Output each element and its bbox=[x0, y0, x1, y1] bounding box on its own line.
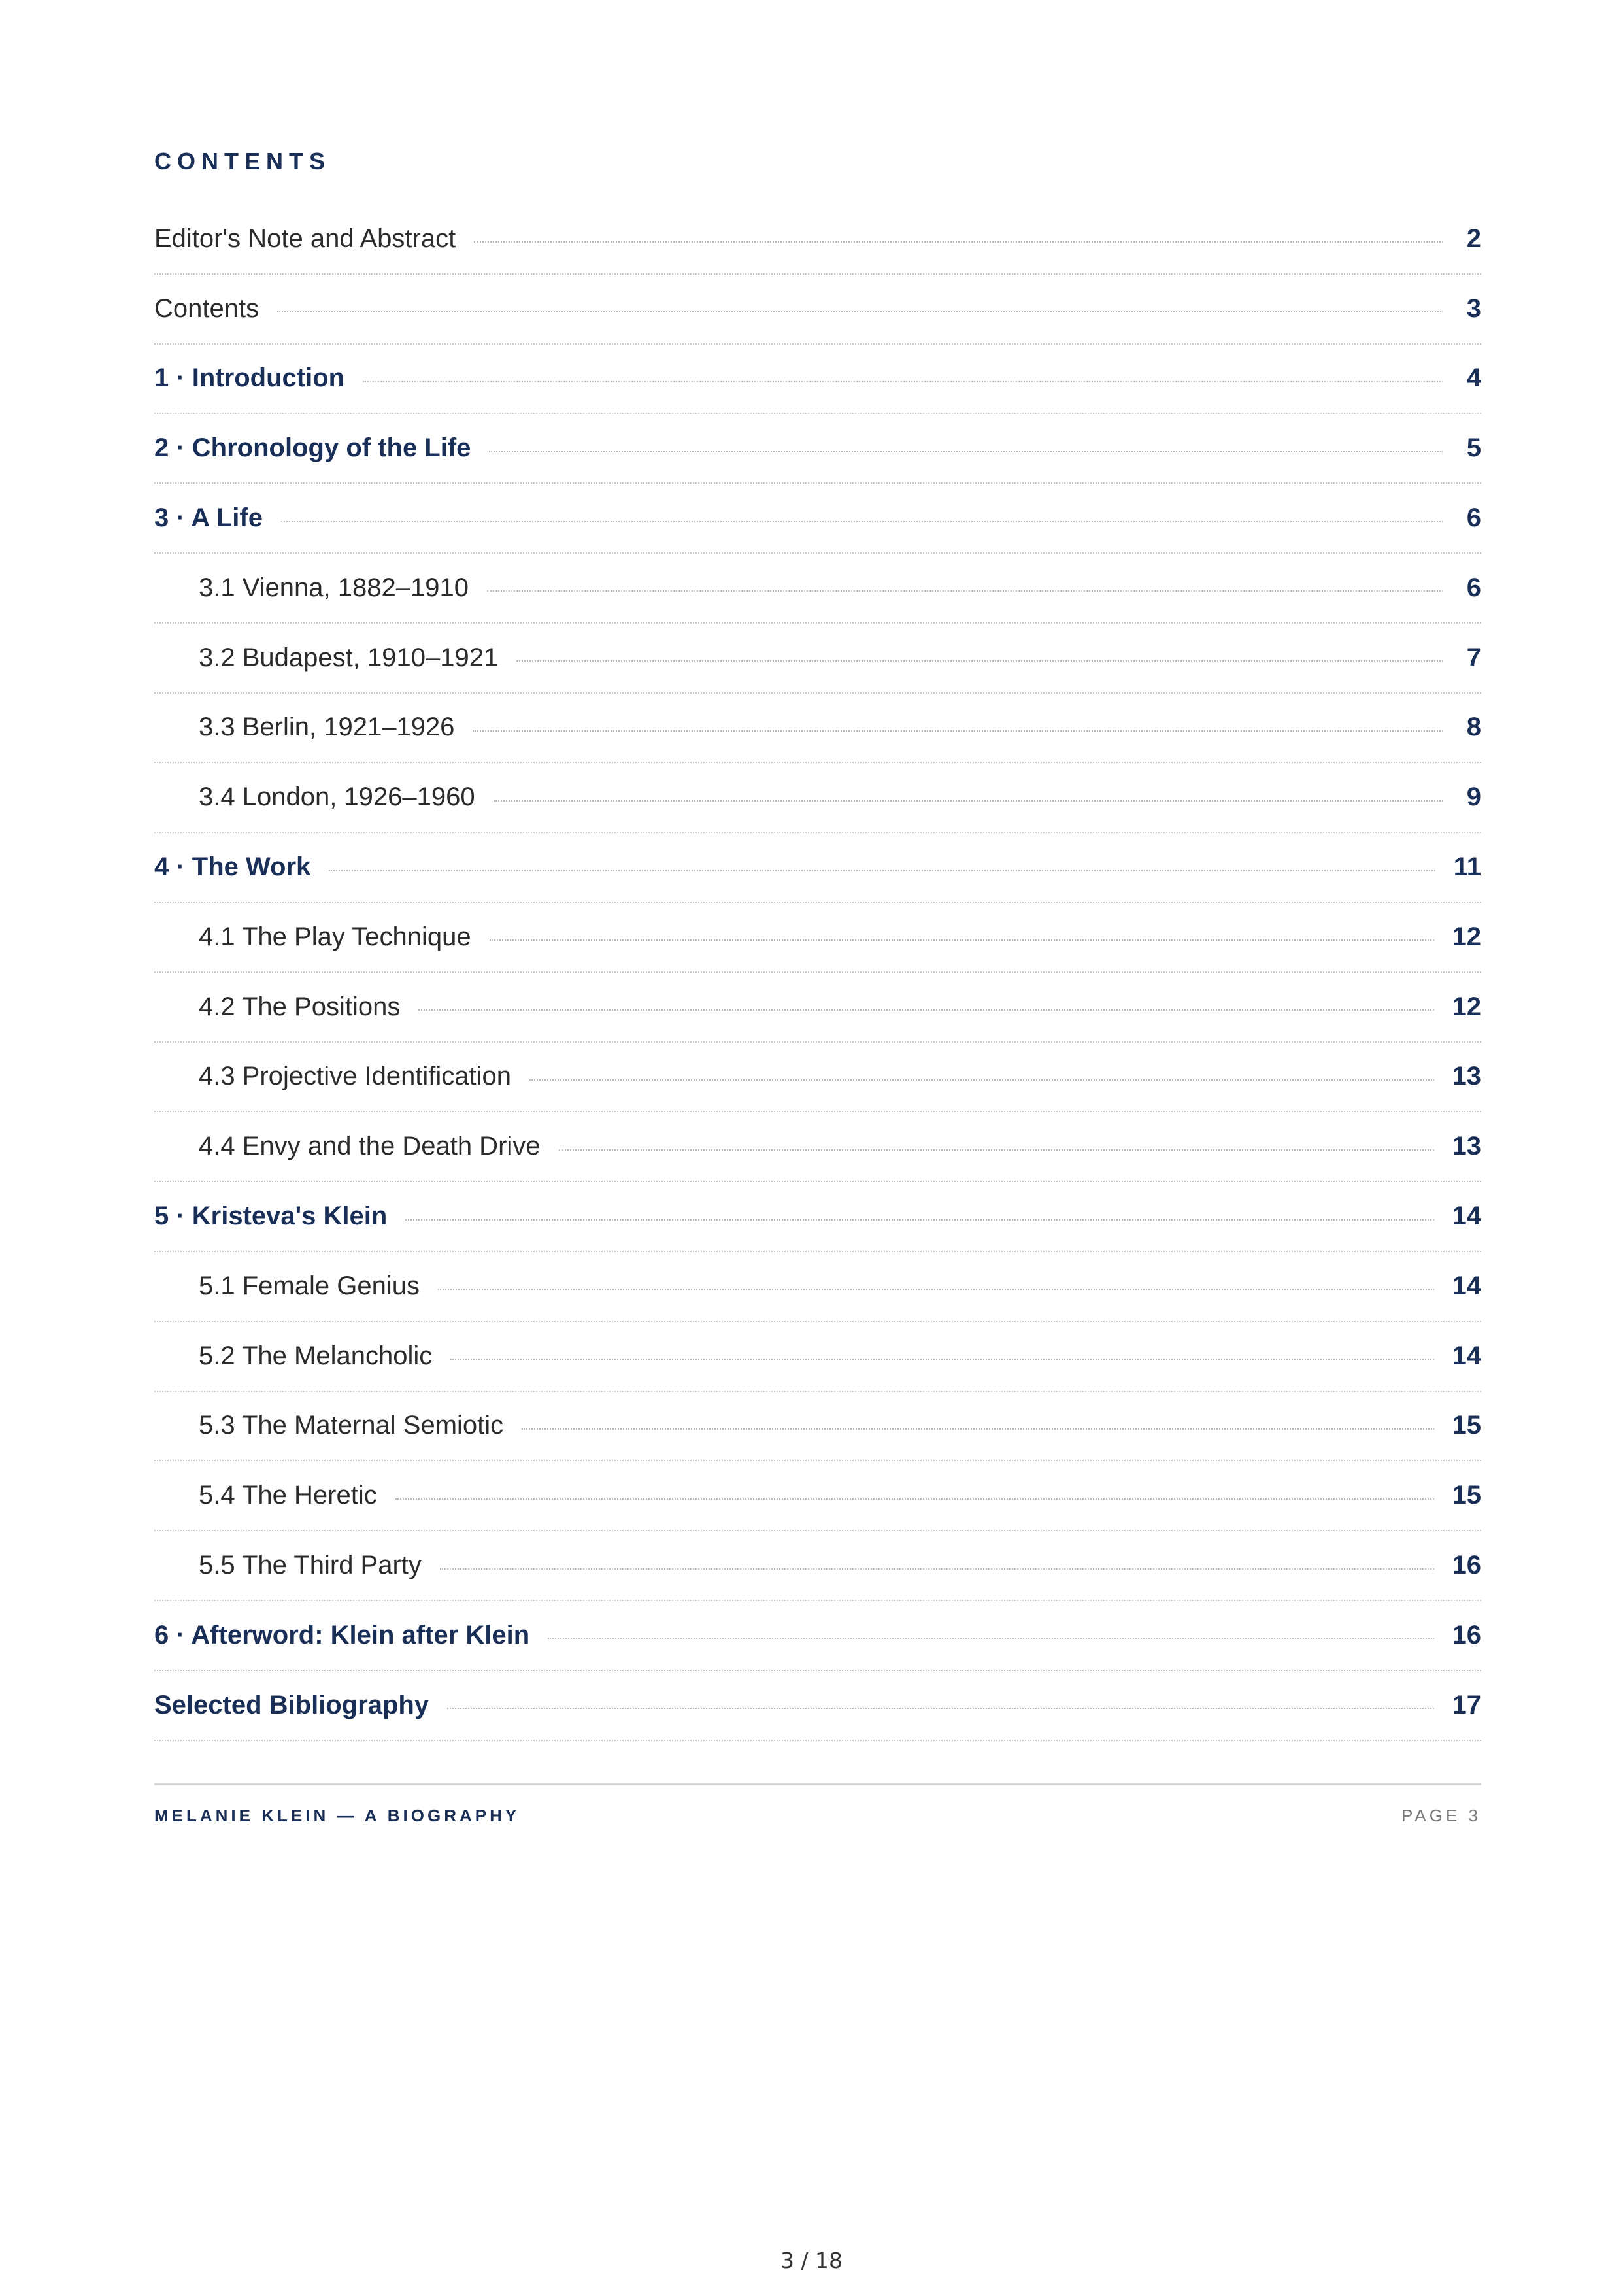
toc-entry-title: 5.3 The Maternal Semiotic bbox=[199, 1411, 504, 1440]
toc-entry-page-number: 14 bbox=[1452, 1271, 1481, 1300]
toc-entry-title: Editor's Note and Abstract bbox=[154, 224, 456, 253]
toc-entry-title: 3.2 Budapest, 1910–1921 bbox=[199, 643, 499, 672]
toc-entry-title: Contents bbox=[154, 294, 259, 323]
toc-entry-title: 5.4 The Heretic bbox=[199, 1481, 377, 1510]
toc-entry-title: 3.3 Berlin, 1921–1926 bbox=[199, 713, 455, 742]
dot-leader bbox=[474, 241, 1443, 243]
toc-entry[interactable] bbox=[154, 275, 1481, 345]
toc-entry-page-number: 16 bbox=[1452, 1620, 1481, 1649]
toc-entry-page-number: 17 bbox=[1452, 1690, 1481, 1719]
running-footer-title: MELANIE KLEIN — A BIOGRAPHY bbox=[154, 1806, 520, 1825]
toc-entry[interactable] bbox=[154, 973, 1481, 1043]
toc-entry[interactable] bbox=[154, 1252, 1481, 1322]
running-footer-page-number: PAGE 3 bbox=[1401, 1806, 1481, 1825]
toc-entry-page-number: 14 bbox=[1452, 1341, 1481, 1370]
toc-entry-title: 2 · Chronology of the Life bbox=[154, 433, 471, 463]
toc-entry-title: 5.1 Female Genius bbox=[199, 1271, 420, 1300]
toc-entry-page-number: 13 bbox=[1452, 1062, 1481, 1091]
toc-entry[interactable] bbox=[154, 833, 1481, 903]
dot-leader bbox=[559, 1149, 1434, 1151]
toc-entry-title: 5 · Kristeva's Klein bbox=[154, 1202, 388, 1231]
toc-entry[interactable] bbox=[154, 1392, 1481, 1462]
toc-entry-title: 4.4 Envy and the Death Drive bbox=[199, 1132, 541, 1161]
toc-entry[interactable] bbox=[154, 414, 1481, 484]
toc-entry-page-number: 3 bbox=[1466, 294, 1481, 323]
toc-entry-title: 3.4 London, 1926–1960 bbox=[199, 783, 475, 812]
toc-entry-page-number: 4 bbox=[1466, 363, 1481, 393]
dot-leader bbox=[522, 1428, 1433, 1430]
toc-entry[interactable] bbox=[154, 345, 1481, 414]
toc-entry-title: Selected Bibliography bbox=[154, 1690, 429, 1719]
toc-entry[interactable] bbox=[154, 205, 1481, 275]
dot-leader bbox=[440, 1568, 1434, 1570]
toc-entry-title: 5.5 The Third Party bbox=[199, 1551, 422, 1580]
toc-entry[interactable] bbox=[154, 1461, 1481, 1531]
toc-entry-title: 3 · A Life bbox=[154, 503, 263, 533]
dot-leader bbox=[529, 1079, 1433, 1081]
dot-leader bbox=[405, 1219, 1433, 1221]
toc-entry-page-number: 14 bbox=[1452, 1202, 1481, 1231]
toc-entry-title: 4 · The Work bbox=[154, 853, 311, 882]
dot-leader bbox=[548, 1638, 1433, 1639]
dot-leader bbox=[418, 1009, 1433, 1011]
toc-entry[interactable] bbox=[154, 1112, 1481, 1182]
viewer-page-indicator: 3 / 18 bbox=[780, 2248, 843, 2273]
toc-entry-page-number: 9 bbox=[1466, 783, 1481, 812]
dot-leader bbox=[489, 451, 1443, 452]
toc-entry-page-number: 6 bbox=[1466, 573, 1481, 602]
toc-entry-page-number: 15 bbox=[1452, 1411, 1481, 1440]
contents-heading: CONTENTS bbox=[154, 148, 331, 175]
toc-entry-title: 4.2 The Positions bbox=[199, 992, 401, 1021]
dot-leader bbox=[447, 1708, 1433, 1709]
toc-entry[interactable] bbox=[154, 624, 1481, 694]
dot-leader bbox=[494, 800, 1443, 802]
toc-entry-page-number: 12 bbox=[1452, 992, 1481, 1021]
dot-leader bbox=[438, 1289, 1434, 1290]
toc-entry[interactable] bbox=[154, 484, 1481, 554]
toc-entry[interactable] bbox=[154, 903, 1481, 973]
dot-leader bbox=[363, 381, 1443, 382]
toc-entry[interactable] bbox=[154, 1601, 1481, 1671]
toc-entry-title: 4.1 The Play Technique bbox=[199, 922, 471, 951]
footer-divider bbox=[154, 1783, 1481, 1785]
toc-entry-page-number: 6 bbox=[1466, 503, 1481, 533]
toc-entry-page-number: 16 bbox=[1452, 1551, 1481, 1580]
toc-entry-title: 5.2 The Melancholic bbox=[199, 1341, 433, 1370]
toc-entry[interactable] bbox=[154, 1671, 1481, 1741]
toc-entry[interactable] bbox=[154, 763, 1481, 833]
toc-entry-page-number: 2 bbox=[1466, 224, 1481, 253]
table-of-contents bbox=[154, 205, 1481, 1741]
dot-leader bbox=[395, 1498, 1434, 1500]
toc-entry[interactable] bbox=[154, 694, 1481, 764]
toc-entry-title: 6 · Afterword: Klein after Klein bbox=[154, 1620, 530, 1649]
toc-entry-title: 1 · Introduction bbox=[154, 363, 345, 393]
dot-leader bbox=[450, 1359, 1433, 1360]
toc-entry-title: 3.1 Vienna, 1882–1910 bbox=[199, 573, 469, 602]
toc-entry[interactable] bbox=[154, 1182, 1481, 1252]
toc-entry-page-number: 12 bbox=[1452, 922, 1481, 951]
toc-entry[interactable] bbox=[154, 554, 1481, 624]
dot-leader bbox=[516, 660, 1443, 662]
dot-leader bbox=[277, 311, 1443, 312]
toc-entry[interactable] bbox=[154, 1322, 1481, 1392]
toc-entry-page-number: 11 bbox=[1453, 853, 1481, 882]
toc-entry-page-number: 5 bbox=[1466, 433, 1481, 463]
toc-entry[interactable] bbox=[154, 1531, 1481, 1601]
toc-entry-page-number: 13 bbox=[1452, 1132, 1481, 1161]
dot-leader bbox=[487, 590, 1443, 592]
toc-entry-page-number: 15 bbox=[1452, 1481, 1481, 1510]
toc-entry-page-number: 8 bbox=[1466, 713, 1481, 742]
dot-leader bbox=[473, 730, 1443, 732]
toc-entry[interactable] bbox=[154, 1043, 1481, 1113]
dot-leader bbox=[490, 939, 1434, 941]
toc-entry-title: 4.3 Projective Identification bbox=[199, 1062, 512, 1091]
toc-entry-page-number: 7 bbox=[1466, 643, 1481, 672]
dot-leader bbox=[329, 870, 1435, 871]
dot-leader bbox=[281, 521, 1443, 522]
